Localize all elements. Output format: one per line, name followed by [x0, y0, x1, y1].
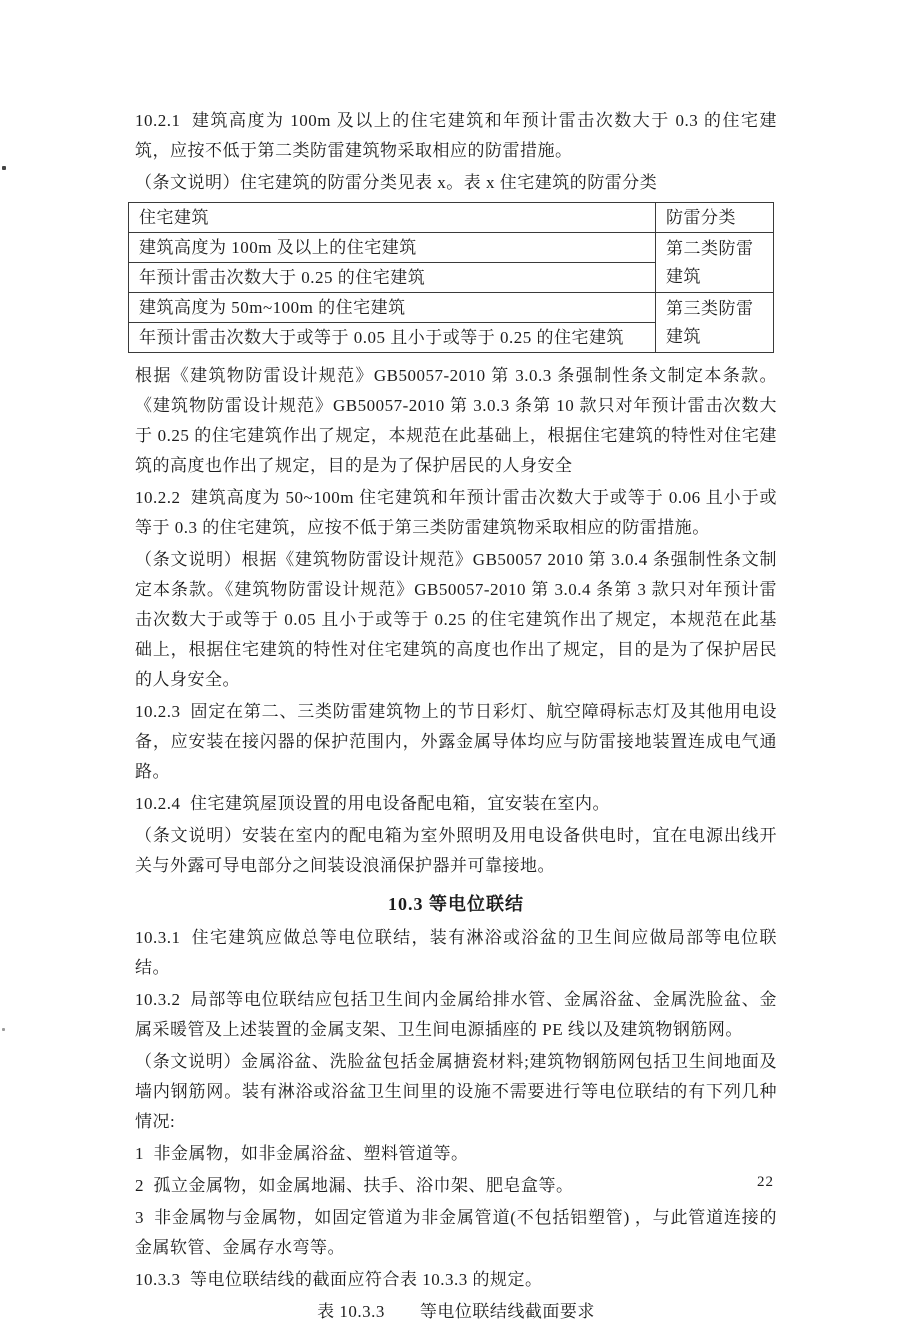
clause-10-3-1: 10.3.1 住宅建筑应做总等电位联结，装有淋浴或浴盆的卫生间应做局部等电位联结。 — [135, 928, 777, 977]
list-item-1: 1 非金属物，如非金属浴盆、塑料管道等。 — [135, 1144, 469, 1163]
clause-10-2-1: 10.2.1 建筑高度为 100m 及以上的住宅建筑和年预计雷击次数大于 0.3 的住宅建筑，应按不低于第二类防雷建筑物采取相应的防雷措施。 — [135, 111, 777, 160]
page-number: 22 — [757, 1174, 774, 1190]
table-header-building: 住宅建筑 — [129, 203, 656, 233]
clause-10-2-2-note: （条文说明）根据《建筑物防雷设计规范》GB50057 2010 第 3.0.4 条强制性条文制定本条款。《建筑物防雷设计规范》GB50057-2010 第 3.0.4 条第 3 款只对年预计雷击次数大于或等于 0.05 且小于或等于 0.25 的住宅建筑作出了规定，本规范在此基础上，根据住宅建筑的特性对住宅建筑的高度也作出了规定，目的是为了保护居民的人身安全。 — [135, 550, 777, 689]
table-cell-building: 建筑高度为 100m 及以上的住宅建筑 — [129, 233, 656, 263]
clause-10-2-1-note: （条文说明）住宅建筑的防雷分类见表 x。表 x 住宅建筑的防雷分类 — [135, 173, 658, 192]
document-content — [135, 106, 777, 1327]
list-item-3: 3 非金属物与金属物，如固定管道为非金属管道(不包括铝塑管) ，与此管道连接的金属软管、金属存水弯等。 — [135, 1208, 777, 1257]
table-cell-class-2: 第二类防雷建筑 — [656, 233, 774, 293]
table-cell-building: 年预计雷击次数大于 0.25 的住宅建筑 — [129, 263, 656, 293]
clause-10-2-4-note: （条文说明）安装在室内的配电箱为室外照明及用电设备供电时，宜在电源出线开关与外露可导电部分之间装设浪涌保护器并可靠接地。 — [135, 826, 777, 875]
lightning-classification-table — [128, 202, 774, 353]
table-10-3-3-caption: 表 10.3.3 等电位联结线截面要求 — [317, 1302, 595, 1321]
clause-10-2-2: 10.2.2 建筑高度为 50~100m 住宅建筑和年预计雷击次数大于或等于 0.06 且小于或等于 0.3 的住宅建筑，应按不低于第三类防雷建筑物采取相应的防雷措施。 — [135, 488, 777, 537]
section-heading-10-3: 10.3 等电位联结 — [388, 894, 524, 914]
clause-10-2-3: 10.2.3 固定在第二、三类防雷建筑物上的节日彩灯、航空障碍标志灯及其他用电设备，应安装在接闪器的保护范围内，外露金属导体均应与防雷接地装置连成电气通路。 — [135, 702, 777, 781]
table-header-row — [129, 203, 774, 233]
table-row — [129, 293, 774, 323]
list-item-2: 2 孤立金属物，如金属地漏、扶手、浴巾架、肥皂盒等。 — [135, 1176, 574, 1195]
clause-10-2-1-basis: 根据《建筑物防雷设计规范》GB50057-2010 第 3.0.3 条强制性条文制定本条款。《建筑物防雷设计规范》GB50057-2010 第 3.0.3 条第 10 款只对年预计雷击次数大于 0.25 的住宅建筑作出了规定，本规范在此基础上，根据住宅建筑的特性对住宅建筑的高度也作出了规定，目的是为了保护居民的人身安全 — [135, 366, 777, 475]
clause-10-3-3: 10.3.3 等电位联结线的截面应符合表 10.3.3 的规定。 — [135, 1270, 543, 1289]
scan-artifact-speck — [2, 1028, 5, 1031]
table-row — [129, 233, 774, 263]
clause-10-2-4: 10.2.4 住宅建筑屋顶设置的用电设备配电箱，宜安装在室内。 — [135, 794, 610, 813]
clause-10-3-2-note: （条文说明）金属浴盆、洗脸盆包括金属搪瓷材料;建筑物钢筋网包括卫生间地面及墙内钢筋网。装有淋浴或浴盆卫生间里的设施不需要进行等电位联结的有下列几种情况: — [135, 1052, 777, 1131]
table-header-class: 防雷分类 — [656, 203, 774, 233]
scan-artifact-speck — [2, 166, 6, 170]
table-cell-class-3: 第三类防雷建筑 — [656, 293, 774, 353]
table-cell-building: 建筑高度为 50m~100m 的住宅建筑 — [129, 293, 656, 323]
clause-10-3-2: 10.3.2 局部等电位联结应包括卫生间内金属给排水管、金属浴盆、金属洗脸盆、金属采暖管及上述装置的金属支架、卫生间电源插座的 PE 线以及建筑物钢筋网。 — [135, 990, 777, 1039]
table-cell-building: 年预计雷击次数大于或等于 0.05 且小于或等于 0.25 的住宅建筑 — [129, 323, 656, 353]
